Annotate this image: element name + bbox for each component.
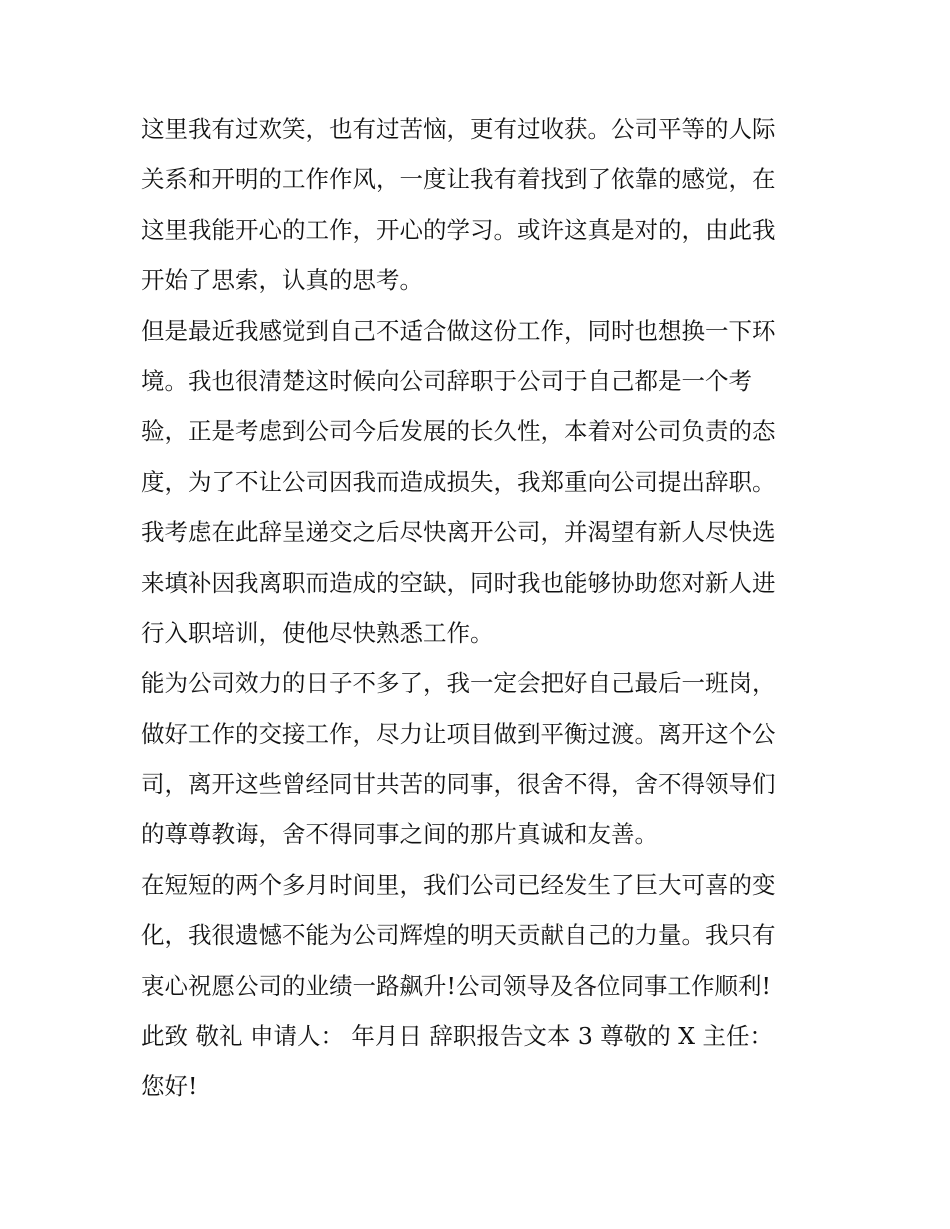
text-line: 来填补因我离职而造成的空缺，同时我也能够协助您对新人进 <box>141 568 776 597</box>
text-line: 开始了思索，认真的思考。 <box>141 266 423 295</box>
text-line: 关系和开明的工作作风，一度让我有着找到了依靠的感觉，在 <box>141 165 776 194</box>
text-line: 行入职培训，使他尽快熟悉工作。 <box>141 618 494 647</box>
text-line: 这里我有过欢笑，也有过苦恼，更有过收获。公司平等的人际 <box>141 115 776 143</box>
text-line: 但是最近我感觉到自己不适合做这份工作，同时也想换一下环 <box>141 316 776 345</box>
text-line: 您好! <box>141 1072 198 1101</box>
text-line: 我考虑在此辞呈递交之后尽快离开公司，并渴望有新人尽快选 <box>141 518 776 547</box>
text-line: 这里我能开心的工作，开心的学习。或许这真是对的，由此我 <box>141 215 776 244</box>
text-line: 的尊尊教诲，舍不得同事之间的那片真诚和友善。 <box>141 820 658 849</box>
text-line: 度，为了不让公司因我而造成损失，我郑重向公司提出辞职。 <box>141 467 776 496</box>
text-line: 此致 敬礼 申请人： 年月日 辞职报告文本 3 尊敬的 X 主任： <box>141 1022 773 1051</box>
text-line: 验，正是考虑到公司今后发展的长久性，本着对公司负责的态 <box>141 417 776 446</box>
text-line: 化，我很遗憾不能为公司辉煌的明天贡献自己的力量。我只有 <box>141 921 776 950</box>
text-line: 境。我也很清楚这时候向公司辞职于公司于自己都是一个考 <box>141 366 752 395</box>
text-line: 做好工作的交接工作，尽力让项目做到平衡过渡。离开这个公 <box>141 719 776 748</box>
text-line: 在短短的两个多月时间里，我们公司已经发生了巨大可喜的变 <box>141 870 776 899</box>
document-body <box>141 104 821 1112</box>
text-line: 司，离开这些曾经同甘共苦的同事，很舍不得，舍不得领导们 <box>141 770 776 799</box>
text-line: 能为公司效力的日子不多了，我一定会把好自己最后一班岗， <box>141 669 776 698</box>
text-line: 衷心祝愿公司的业绩一路飙升!公司领导及各位同事工作顺利! <box>141 971 771 1000</box>
